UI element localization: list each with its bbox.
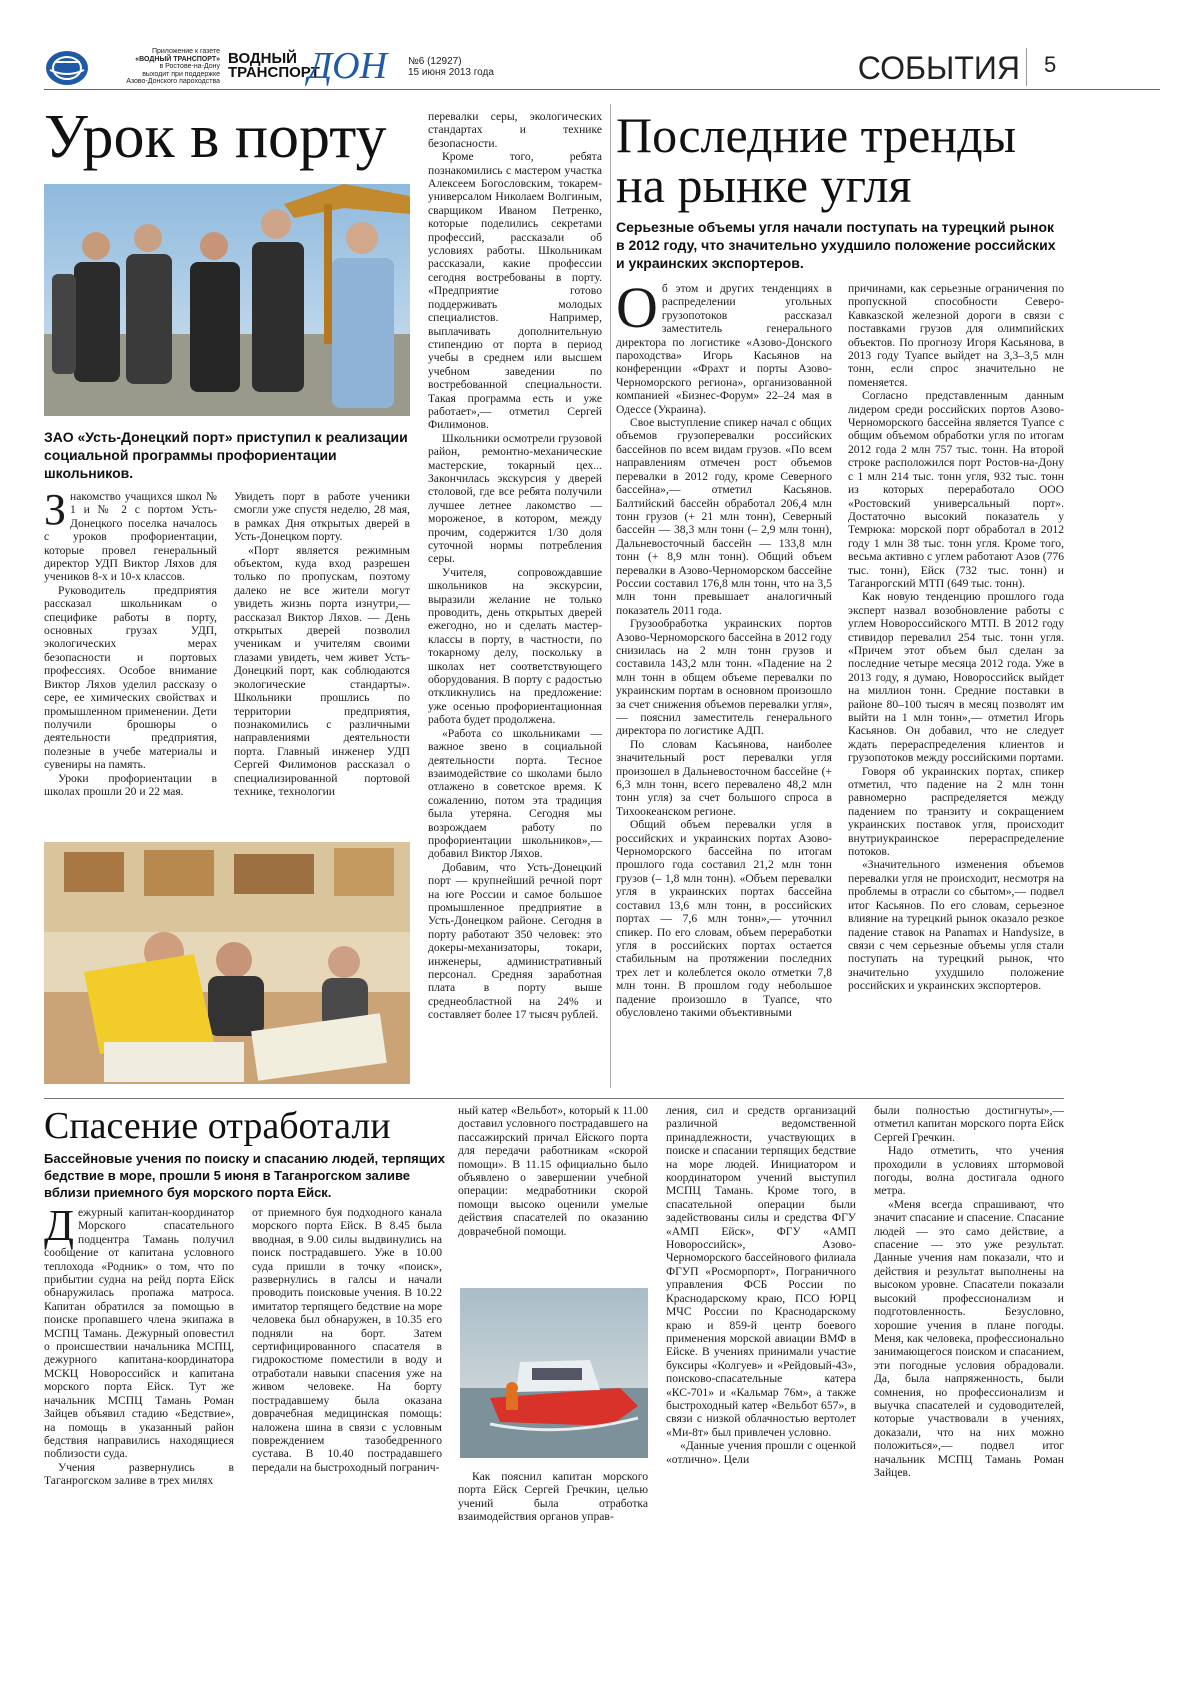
article-title: Урок в порту <box>44 103 387 171</box>
paragraph: Согласно представленным данным лидером среди российских портов Азово-Черноморского бассейна является Туапсе с общим объемом обработки угля по итогам 2012 года 2 млн 757 тыс. тонн. На второй строке расположился порт Ростов-на-Дону с 1 млн 214 тыс. тонн угля, 932 тыс. тонн из которых переработало ООО «Ростовский универсальный порт». Достаточно высокий показатель у Темрюка: морской порт обработал в 2012 году 1 млн 38 тыс. тонн угля. Кроме того, весьма активно с углем работают Азов (776 тыс. тонн), Ейск (732 тыс. тонн) и Таганрогский МТП (649 тыс. тонн). <box>848 389 1064 590</box>
article-column <box>848 282 1064 1090</box>
paragraph: Руководитель предприятия рассказал школьникам о специфике работы в порту, основных грузах УДП, экологических мерах безопасности и портовых профессиях. Особое внимание Виктор Ляхов уделил рассказу о сере, ее химических свойствах и промышленном применении. Дети получили брошюры о деятельности предприятия, полезные в учебе материалы и сувениры на память. <box>44 583 217 772</box>
article-lead: ЗАО «Усть-Донецкий порт» приступил к реализации социальной программы профориентации школьников. <box>44 429 408 481</box>
paragraph: Кроме того, ребята познакомились с мастером участка Алексеем Богословским, токарем-универсалом Николаем Волгиным, сварщиком Иваном Петренко, которые поделились секретами профессий, рассказали об условиях работы. Школьникам рассказали, какие профессии сегодня востребованы в порту. «Предприятие готово поддерживать молодых специалистов. Например, выплачивать дополнительную стипендию от порта в период учебы в среднем или высшем учебном заведении по востребованной специальности. Такая программа есть и уже работает»,— отметил Сергей Филимонов. <box>428 150 602 432</box>
issue-number: №6 (12927) <box>408 56 462 67</box>
paragraph: Увидеть порт в работе ученики смогли уже спустя неделю, 28 мая, в рамках Дня открытых дверей в Усть-Донецком порту. <box>234 490 410 544</box>
issue-date: 15 июня 2013 года <box>408 67 494 78</box>
article-column <box>44 490 217 830</box>
paragraph: Учения развернулись в Таганрогском заливе в трех милях <box>44 1460 234 1488</box>
article-column <box>616 282 832 1090</box>
article-lead: Серьезные объемы угля начали поступать на турецкий рынок в 2012 году, что значительно ухудшило положение российских и украинских экспортеров. <box>616 219 1056 271</box>
paragraph: Как пояснил капитан морского порта Ейск Сергей Гречкин, целью учений была отработка взаимодействия органов управ- <box>458 1470 648 1524</box>
supplement-line: Азово-Донского пароходства <box>126 78 220 86</box>
logo-icon <box>44 48 90 88</box>
paragraph: ления, сил и средств организаций различной ведомственной принадлежности, участвующих в поиске и спасании терпящих бедствие на море людей. Инициатором и координатором учений выступил МСПЦ Тамань. Кроме того, в спасательной операции были задействованы силы и средства ФГУ «АМП Ейск», ФГУ «АМП Новороссийск», Азово-Черноморского бассейнового филиала ФГУП «Росморпорт», Пограничного управления ФСБ России по Краснодарскому краю, ПСО ЮРЦ МЧС России по Краснодарскому краю и 859-й центр боевого применения морской авиации ВМФ в Ейске. В учениях принимали участие буксиры «Колгуев» и «Рейдовый-43», поисково-спасательные катера «КС-701» и «Кальмар 76м», а также быстроходный катер «Вельбот 657», в связи с низкой облачностью вертолет «Ми-8т» был привлечен условно. <box>666 1104 856 1439</box>
paragraph: Свое выступление спикер начал с общих объемов грузоперевалки российских бассейнов по всем видам грузов. «По всем направлениям отмечен рост объемов перевалки в 2012 году, кроме Северного бассейна»,— отметил Касьянов. Балтийский бассейн обработал 206,4 млн тонн грузов (+ 21 млн тонн), Северный бассейн — 38,3 млн тонн (– 2,9 млн тонн), Дальневосточный бассейн — 133,8 млн тонн (+ 8,9 млн тонн). Общий объем перевалки в Азово-Черноморском бассейне России составил 176,8 млн тонн, что на 3,5 млн тонн превышает аналогичный показатель 2011 года. <box>616 416 832 617</box>
article-column <box>234 490 410 830</box>
drop-cap: З <box>44 490 67 534</box>
article-lead: Бассейновые учения по поиску и спасанию людей, терпящих бедствие в море, прошли 5 июня в Таганрогском заливе вблизи приемного буя морского порта Ейск. <box>44 1151 445 1200</box>
paragraph: были полностью достигнуты»,— отметил капитан морского порта Ейск Сергей Гречкин. <box>874 1104 1064 1144</box>
brand-name: ДОН <box>308 45 388 87</box>
classroom-photo <box>44 842 410 1084</box>
paragraph: «Работа со школьниками — важное звено в социальной деятельности порта. Тесное взаимодействие со школами было отлажено в советское время. К сожалению, потом эта традиция была утеряна. Сегодня мы возрождаем работу по профориентации школьников»,— добавил Виктор Ляхов. <box>428 726 602 861</box>
article-column <box>874 1104 1064 1554</box>
paragraph: «Порт является режимным объектом, куда вход разрешен только по пропускам, поэтому далеко не все жители могут увидеть жизнь порта изнутри,— рассказал Виктор Ляхов. — День открытых дверей позволил ученикам и учителям своими глазами увидеть, чем живет Усть-Донецкий порт, как соблюдаются экологические стандарты». Школьники прошлись по территории предприятия, познакомились с различными направлениями деятельности порта. Главный инженер УДП Сергей Филимонов рассказал о специализированной портовой технике, технологии <box>234 543 410 798</box>
article-title <box>616 107 1066 213</box>
title-line: Последние тренды <box>616 107 1017 163</box>
paragraph: «Значительного изменения объемов перевалки угля не происходит, несмотря на проблемы в отрасли со сбытом»,— подвел итог Касьянов. По его словам, серьезное влияние на турецкий рынок оказало резкое падение ставок на Panamax и Handysize, в связи с чем серьезные объемы угля стали поступать на турецкий рынок, что значительно ухудшило положение российских и украинских экспортеров. <box>848 858 1064 993</box>
paragraph: Как новую тенденцию прошлого года эксперт назвал возобновление работы с углем Новороссийского МТП. В 2012 году стивидор перевалил 254 тыс. тонн угля. «Причем этот объем был сделан за последние четыре месяца 2012 года. Уже в 2013 году, я думаю, Новороссийск выйдет на миллион тонн. Средние поставки в районе 80–100 тысяч в месяц позволят им выйти на 1 млн тонн»,— отметил Игорь Касьянов. Он добавил, что не следует ждать перераспределения клиентов и грузопотоков между российскими портами. <box>848 590 1064 765</box>
paragraph: Говоря об украинских портах, спикер отметил, что падение на 2 млн тонн равномерно распределяется между падением по транзиту и сокращением украинских поставок угля, происходит внутриукраинское перераспределение потоков. <box>848 764 1064 859</box>
paragraph: ежурный капитан-координатор Морского спасательного подцентра Тамань получил сообщение от капитана условного теплохода «Родник» о том, что по прибытии судна на рейд порта Ейск обнаружилась пропажа матроса. Капитан обратился за помощью в поиске пропавшего члена экипажа в МСПЦ Тамань. Дежурный оповестил о происшествии начальника МСПЦ, дежурного капитана-координатора МСКЦ Новороссийск и капитана морского порта Ейск. Тут же начальник МСПЦ Тамань Роман Зайцев объявил стадию «Бедствие», на помощь в указанный район бедствия направились находящиеся поблизости суда. <box>44 1206 234 1461</box>
paragraph: Учителя, сопровождавшие школьников на экскурсии, выразили желание не только проводить, день открытых дверей ежегодно, но и сделать мастер-классы в порту, в частности, по токарному делу, поскольку в школах нет соответствующего оборудования. В порту с радостью откликнулись на предложение: уже осенью профориентационная работа будет продолжена. <box>428 565 602 727</box>
article-column <box>666 1104 856 1554</box>
section-title: СОБЫТИЯ <box>857 50 1020 86</box>
paragraph: накомство учащихся школ № 1 и № 2 с портом Усть-Донецкого поселка началось с уроков профориентации, которые провел генеральный директор УДП Виктор Ляхов для учеников 8-х и 10-х классов. <box>44 490 217 584</box>
supplement-line: в Ростове-на-Дону <box>159 63 220 71</box>
paragraph: перевалки серы, экологических стандартах и технике безопасности. <box>428 110 602 150</box>
supplement-line: выходит при поддержке <box>142 70 220 78</box>
brand-word-2: ТРАНСПОРТ <box>228 64 320 81</box>
article-column <box>458 1104 648 1280</box>
paragraph: от приемного буя подходного канала морского порта Ейск. В 8.45 была вводная, в 9.00 силы выдвинулись на поиск пострадавшего. Уже в 10.00 суда пришли в точку «поиск», развернулись в галсы и начали проводить поисковые учения. В 10.22 имитатор терпящего бедствие на море человека был обнаружен, в 10.35 его подняли на борт. Затем сертифицированного спасателя в гидрокостюме поместили в воду и отработали навыки спасения уже на живом человеке. На борту пострадавшему была оказана доврачебная медицинская помощь: наложена шина в связи с условным повреждением тазобедренного сустава. В 10.40 пострадавшего передали на быстроходный погранич- <box>252 1206 442 1474</box>
supplement-line: Приложение к газете <box>151 48 220 55</box>
paragraph: По словам Касьянова, наиболее значительный рост перевалки угля произошел в Дальневосточном бассейне (+ 6,3 млн тонн, всего перевалено 48,2 млн тонн угля) за счет большого спроса в Тихоокеанском регионе. <box>616 737 832 818</box>
paragraph: Добавим, что Усть-Донецкий порт — крупнейший речной порт на юге России и самое большое промышленное предприятие в Усть-Донецком районе. Сегодня в порту работают 350 человек: это докеры-механизаторы, токари, инженеры, административный персонал. Средняя заработная плата в порту выше среднеобластной на 24% и составляет более 17 тысяч рублей. <box>428 860 602 1022</box>
paragraph: Уроки профориентации в школах прошли 20 и 22 мая. <box>44 771 217 798</box>
masthead <box>44 44 1160 90</box>
drop-cap: О <box>616 282 658 340</box>
article-column <box>44 1206 234 1552</box>
paragraph: «Данные учения прошли с оценкой «отлично». Цели <box>666 1439 856 1466</box>
page-number: 5 <box>1044 52 1057 77</box>
article-title: Спасение отработали <box>44 1105 391 1147</box>
paragraph: Школьники осмотрели грузовой район, ремонтно-механические мастерские, токарный цех... Закончилась экскурсия у дверей столовой, где все ребята получили лучшее летнее лакомство — мороженое, в котором, между прочим, содержится 1/30 доля суточной нормы потребления серы. <box>428 431 602 566</box>
paragraph: «Меня всегда спрашивают, что значит спасание и спасение. Спасание людей — это само действие, а спасение — это уже результат. Данные учения нам показали, что и действия и результат выполнены на высоком уровне. Спасатели показали высокий профессионализм и подготовленность. Безусловно, хорошие учения в плане погоды. Меня, как человека, профессионально занимающегося поиском и спасанием, эти погодные условия обрадовали. Да, была напряженность, были сомнения, но профессионализм и выучка спасателей и судоводителей, которые участвовали в учениях, доказали, что на них можно положиться»,— подвел итог начальник МСПЦ Тамань Роман Зайцев. <box>874 1197 1064 1479</box>
paragraph: Грузообработка украинских портов Азово-Черноморского бассейна в 2012 году снизилась на 2 млн тонн грузов и составила 143,2 млн тонн. «Падение на 2 млн тонн в общем объеме перевалки по украинским портам в основном произошло за счет снижения объемов перевалки угля»,— пояснил заместитель генерального директора по логистике АДП. <box>616 617 832 738</box>
article-column <box>252 1206 442 1552</box>
brand-word-1: ВОДНЫЙ <box>228 50 297 67</box>
paragraph: б этом и других тенденциях в распределении угольных грузопотоков рассказал заместитель генерального директора по логистике «Азово-Донского пароходства» Игорь Касьянов на конференции «Фрахт и порты Азово-Черноморского региона», организованной компанией «Бизнес-Форум» 22–24 мая в Одессе (Украина). <box>616 282 832 416</box>
paragraph: ный катер «Вельбот», который к 11.00 доставил условного пострадавшего на пассажирский причал Ейского порта для передачи работникам «скорой помощи». В 11.15 официально было объявлено о завершении учебной операции: медработники скорой помощи высоко оценили умелые действия спасателей по оказанию доврачебной помощи. <box>458 1104 648 1238</box>
drop-cap: Д <box>44 1206 75 1250</box>
title-line: на рынке угля <box>616 157 912 213</box>
rescue-boat-photo <box>460 1288 648 1458</box>
students-port-photo <box>44 184 410 416</box>
article-column <box>428 110 602 1090</box>
article-column <box>458 1470 648 1554</box>
supplement-line: «ВОДНЫЙ ТРАНСПОРТ» <box>135 55 220 63</box>
paragraph: Надо отметить, что учения проходили в условиях штормовой погоды, волна достигала одного метра. <box>874 1144 1064 1198</box>
paragraph: Общий объем перевалки угля в российских и украинских портах Азово-Черноморского бассейна по итогам прошлого года составил 21,2 млн тонн грузов (– 1,8 млн тонн). «Объем перевалки угля в украинских портах бассейна составил 13,6 млн тонн, в российских портах — 7,6 млн тонн»,— уточнил спикер. По его словам, объем переработки угля в российских портах остается стабильным на протяжении последних трех лет и колеблется около отметки 7,8 млн тонн. В прошлом году небольшое падение произошло в Туапсе, что обусловлено такими объективными <box>616 818 832 1019</box>
paragraph: причинами, как серьезные ограничения по пропускной способности Северо-Кавказской железной дороги в связи с поставками грузов для олимпийских объектов. По прогнозу Игоря Касьянова, в 2013 году Туапсе выйдет на 3,3–3,5 млн тонн, если спрос значительно не поменяется. <box>848 282 1064 389</box>
